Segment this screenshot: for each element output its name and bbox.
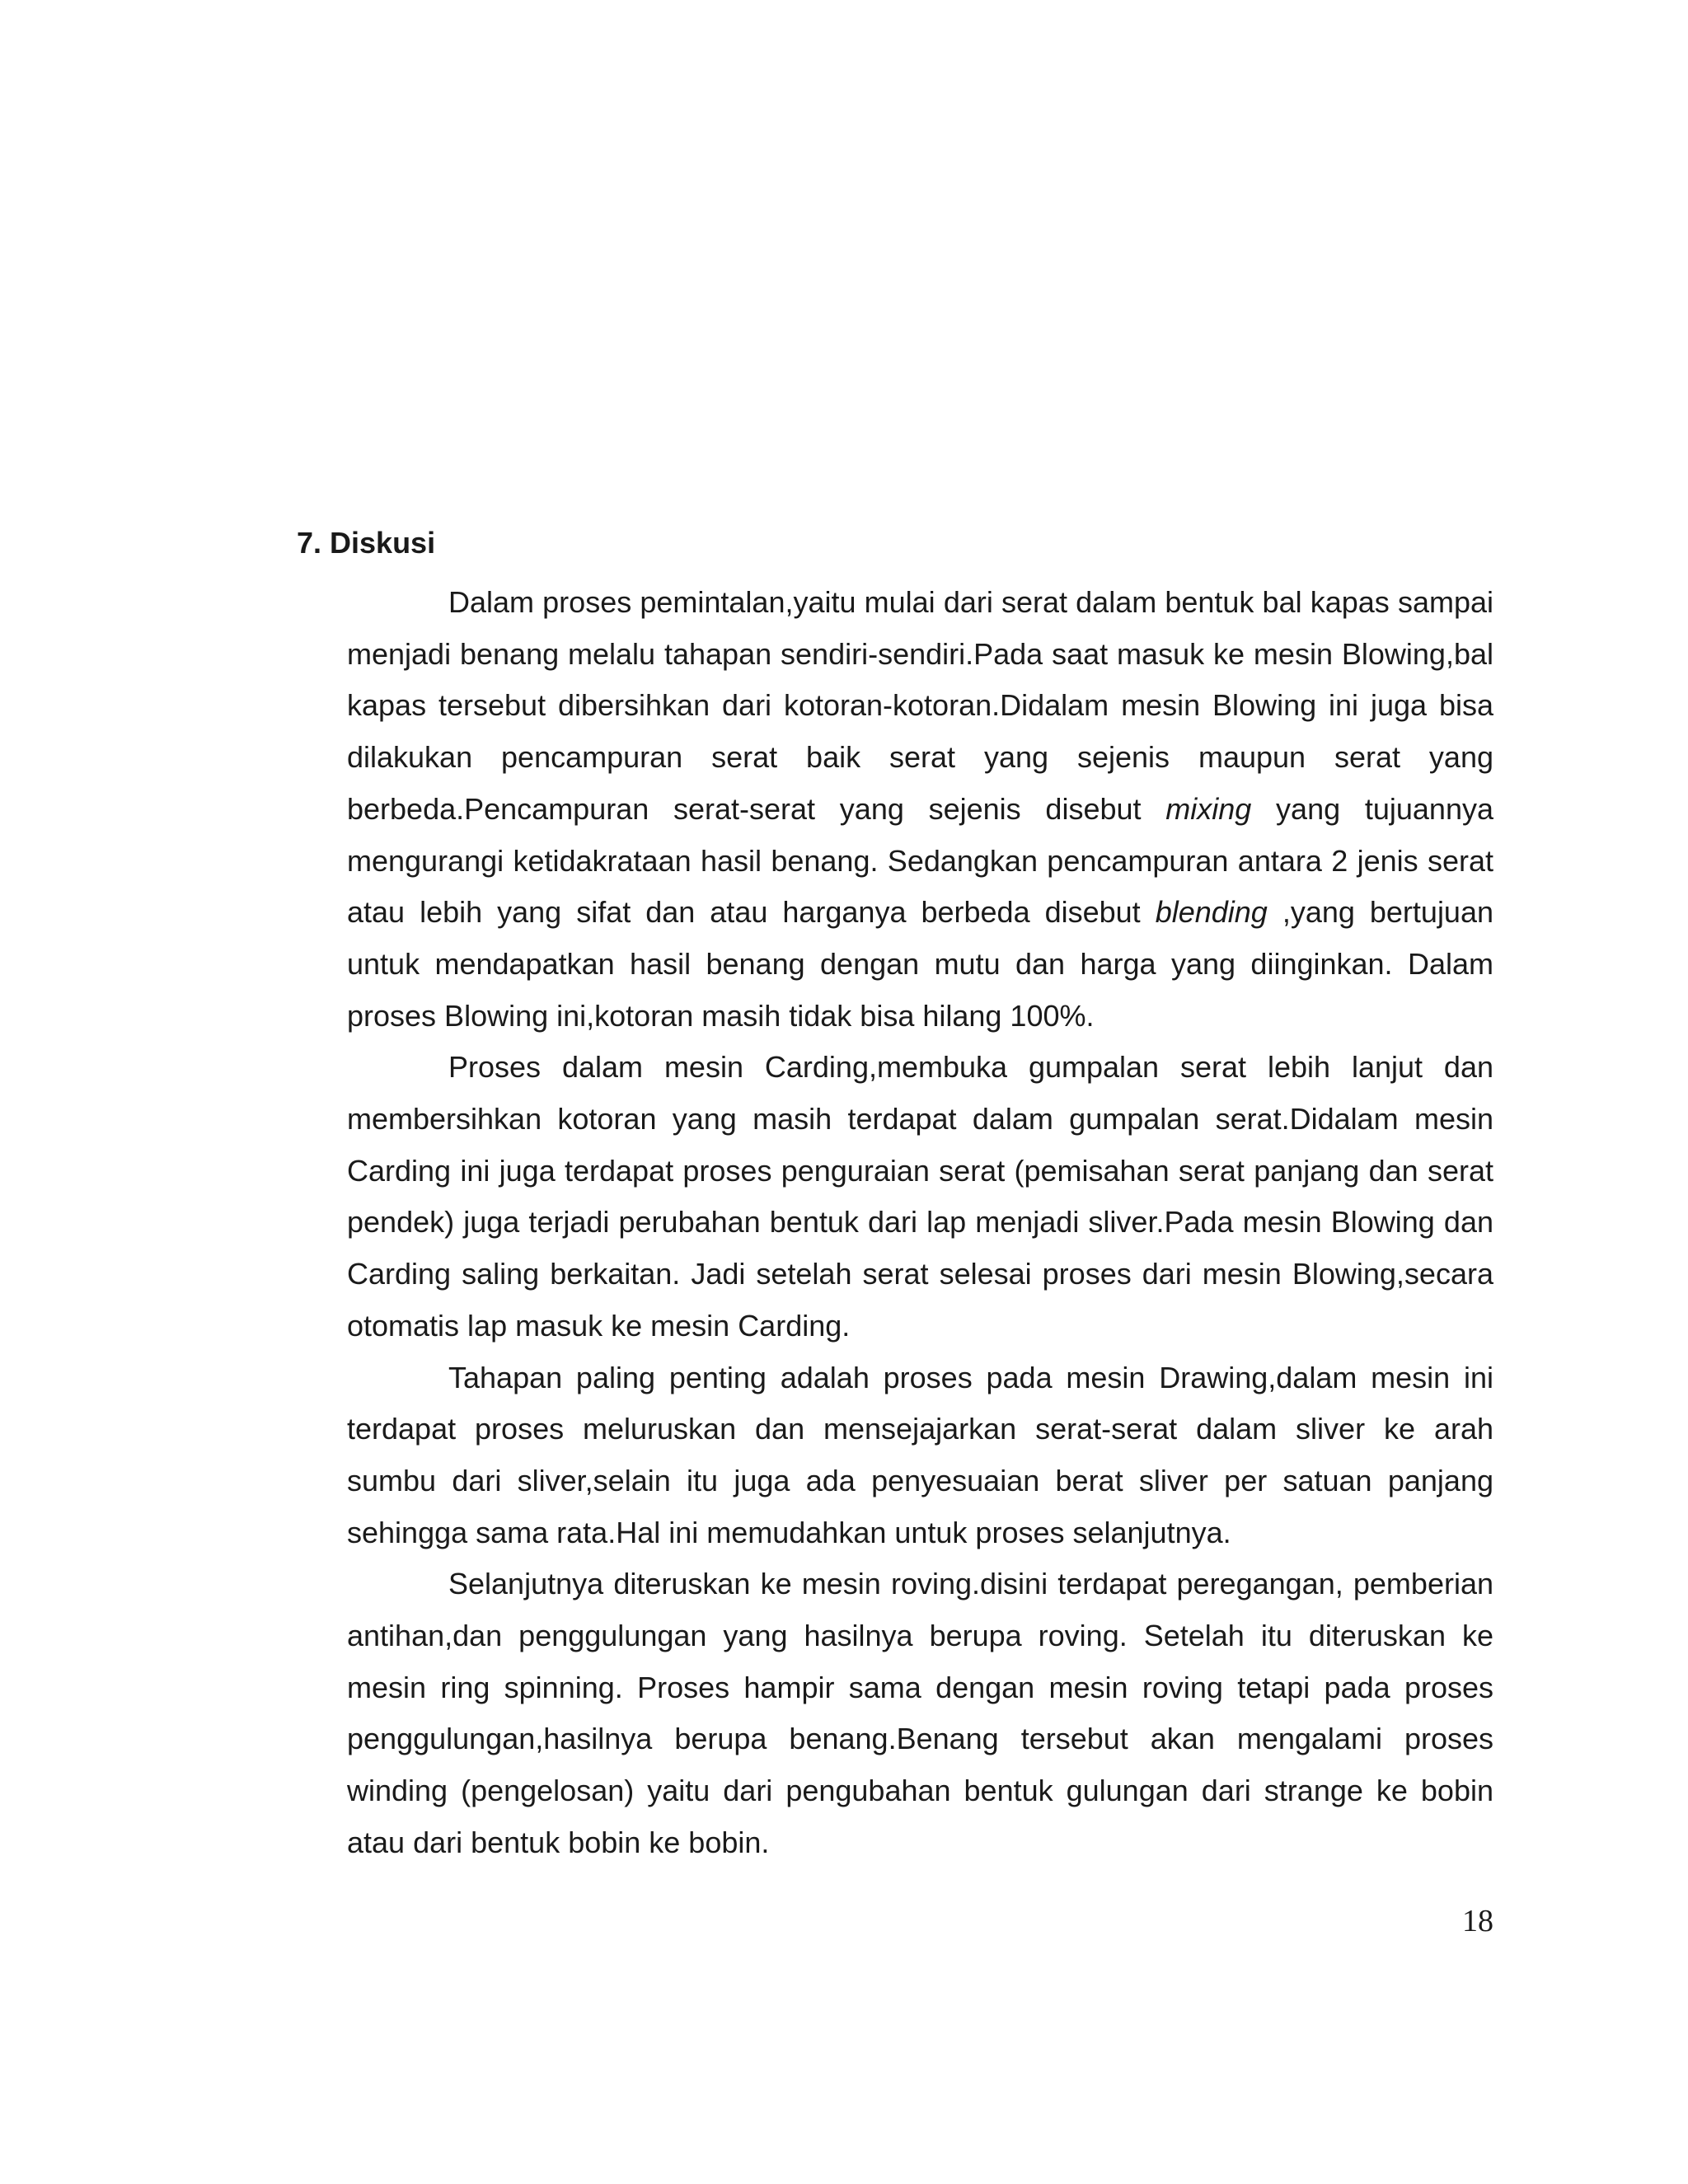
paragraph-roving-spinning: Selanjutnya diteruskan ke mesin roving.disini terdapat peregangan, pemberian antihan,dan penggulungan yang hasilnya berupa roving. Setelah itu diteruskan ke mesin ring spinning. Proses hampir sama dengan mesin roving tetapi pada proses penggulungan,hasilnya berupa benang.Benang tersebut akan mengalami proses winding (pengelosan) yaitu dari pengubahan bentuk gulungan dari strange ke bobin atau dari bentuk bobin ke bobin. xyxy=(347,1567,1493,1859)
page-number: 18 xyxy=(1462,1904,1493,1938)
term-mixing: mixing xyxy=(1165,791,1252,826)
paragraph-drawing: Tahapan paling penting adalah proses pada mesin Drawing,dalam mesin ini terdapat proses meluruskan dan mensejajarkan serat-serat dalam sliver ke arah sumbu dari sliver,selain itu juga ada penyesuaian berat sliver per satuan panjang sehingga sama rata.Hal ini memudahkan untuk proses selanjutnya. xyxy=(347,1360,1493,1549)
paragraph-text: Dalam proses pemintalan,yaitu mulai dari serat dalam bentuk bal kapas sampai menjadi benang melalu tahapan sendiri-sendiri.Pada saat masuk ke mesin Blowing,bal kapas tersebut dibersihkan dari kotoran-kotoran.Didalam mesin Blowing ini juga bisa dilakukan pencampuran serat baik serat yang sejenis maupun serat yang berbeda.Pencampuran serat-serat yang sejenis disebut xyxy=(347,585,1493,826)
section-body xyxy=(347,577,1493,1869)
paragraph-text: ,yang bertujuan untuk mendapatkan hasil benang dengan mutu dan harga yang diinginkan. Dalam proses Blowing ini,kotoran masih tidak bisa hilang 100%. xyxy=(347,895,1493,1033)
paragraph-carding: Proses dalam mesin Carding,membuka gumpalan serat lebih lanjut dan membersihkan kotoran yang masih terdapat dalam gumpalan serat.Didalam mesin Carding ini juga terdapat proses penguraian serat (pemisahan serat panjang dan serat pendek) juga terjadi perubahan bentuk dari lap menjadi sliver.Pada mesin Blowing dan Carding saling berkaitan. Jadi setelah serat selesai proses dari mesin Blowing,secara otomatis lap masuk ke mesin Carding. xyxy=(347,1050,1493,1343)
paragraph-text: yang tujuannya mengurangi ketidakrataan hasil benang. Sedangkan pencampuran antara 2 jenis serat atau lebih yang sifat dan atau harganya berbeda disebut xyxy=(347,791,1493,930)
section-heading: 7. Diskusi xyxy=(297,526,436,560)
paragraph-blowing xyxy=(347,577,1493,1042)
term-blending: blending xyxy=(1155,895,1268,930)
